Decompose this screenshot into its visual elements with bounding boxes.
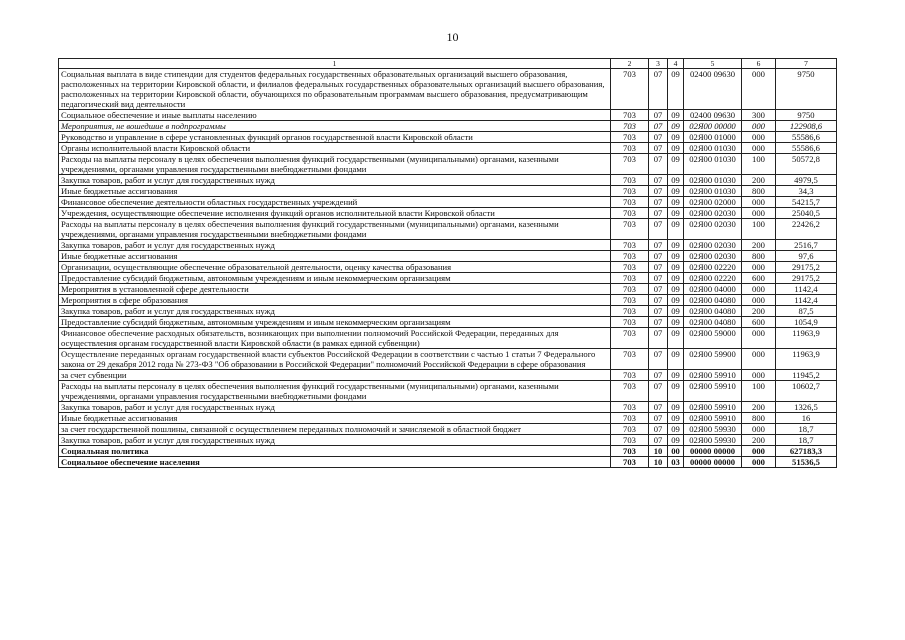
ministry-code: 703: [611, 69, 649, 110]
amount: 11963,9: [776, 349, 837, 370]
row-description: Мероприятия в установленной сфере деятельности: [59, 284, 611, 295]
subsection-code: 09: [668, 317, 684, 328]
subsection-code: 09: [668, 143, 684, 154]
amount: 29175,2: [776, 273, 837, 284]
header-cell: 2: [611, 59, 649, 69]
table-row: [59, 240, 837, 251]
section-code: 07: [649, 69, 668, 110]
expense-type-code: 800: [742, 186, 776, 197]
amount: 55586,6: [776, 132, 837, 143]
amount: 54215,7: [776, 197, 837, 208]
expense-type-code: 100: [742, 381, 776, 402]
table-row: [59, 132, 837, 143]
target-article-code: 02Я00 59910: [684, 413, 742, 424]
table-row: [59, 154, 837, 175]
expense-type-code: 000: [742, 132, 776, 143]
row-description: Финансовое обеспечение расходных обязательств, возникающих при выполнении полномочий Российской Федерации, переданных для осуществления органам государственной власти Кировской области (в рамках единой субвенции): [59, 328, 611, 349]
amount: 1142,4: [776, 284, 837, 295]
table-row: [59, 251, 837, 262]
row-description: Расходы на выплаты персоналу в целях обеспечения выполнения функций государственными (муниципальными) органами, казенными учреждениями, органами управления государственными внебюджетными фондами: [59, 219, 611, 240]
target-article-code: 02Я00 59900: [684, 349, 742, 370]
amount: 2516,7: [776, 240, 837, 251]
subsection-code: 09: [668, 370, 684, 381]
expense-type-code: 000: [742, 295, 776, 306]
table-row: [59, 208, 837, 219]
row-description: Руководство и управление в сфере установленных функций органов государственной власти Кировской области: [59, 132, 611, 143]
expense-type-code: 000: [742, 197, 776, 208]
section-code: 10: [649, 457, 668, 468]
target-article-code: 02400 09630: [684, 69, 742, 110]
ministry-code: 703: [611, 457, 649, 468]
target-article-code: 02Я00 02030: [684, 219, 742, 240]
target-article-code: 02Я00 59910: [684, 370, 742, 381]
row-description: Социальное обеспечение населения: [59, 457, 611, 468]
row-description: Учреждения, осуществляющие обеспечение исполнения функций органов исполнительной власти Кировской области: [59, 208, 611, 219]
ministry-code: 703: [611, 240, 649, 251]
row-description: Организации, осуществляющие обеспечение образовательной деятельности, оценку качества образования: [59, 262, 611, 273]
target-article-code: 02Я00 59930: [684, 424, 742, 435]
target-article-code: 02Я00 04080: [684, 306, 742, 317]
table-row: [59, 197, 837, 208]
table-row: [59, 110, 837, 121]
row-description: Социальная политика: [59, 446, 611, 457]
table-row: [59, 143, 837, 154]
amount: 25040,5: [776, 208, 837, 219]
ministry-code: 703: [611, 381, 649, 402]
header-cell: 6: [742, 59, 776, 69]
ministry-code: 703: [611, 349, 649, 370]
ministry-code: 703: [611, 132, 649, 143]
expense-type-code: 000: [742, 370, 776, 381]
table-row: [59, 381, 837, 402]
ministry-code: 703: [611, 413, 649, 424]
table-row: [59, 295, 837, 306]
ministry-code: 703: [611, 219, 649, 240]
expense-type-code: 000: [742, 208, 776, 219]
expense-type-code: 000: [742, 457, 776, 468]
target-article-code: 02Я00 02030: [684, 208, 742, 219]
section-code: 07: [649, 349, 668, 370]
subsection-code: 09: [668, 349, 684, 370]
subsection-code: 09: [668, 186, 684, 197]
subsection-code: 09: [668, 197, 684, 208]
section-code: 07: [649, 328, 668, 349]
subsection-code: 09: [668, 284, 684, 295]
amount: 9750: [776, 110, 837, 121]
expense-type-code: 000: [742, 284, 776, 295]
subsection-code: 09: [668, 424, 684, 435]
target-article-code: 02Я00 01030: [684, 154, 742, 175]
expense-type-code: 000: [742, 446, 776, 457]
row-description: Осуществление переданных органам государственной власти субъектов Российской Федерации в соответствии с частью 1 статьи 7 Федерального закона от 29 декабря 2012 года № 273-ФЗ "Об образовании в Российской Федерации" полномочий Российской Федерации в сфере образования: [59, 349, 611, 370]
section-code: 07: [649, 251, 668, 262]
ministry-code: 703: [611, 435, 649, 446]
ministry-code: 703: [611, 154, 649, 175]
section-code: 07: [649, 317, 668, 328]
header-cell: 1: [59, 59, 611, 69]
ministry-code: 703: [611, 121, 649, 132]
expense-type-code: 000: [742, 69, 776, 110]
table-row: [59, 446, 837, 457]
ministry-code: 703: [611, 446, 649, 457]
section-code: 10: [649, 446, 668, 457]
amount: 11945,2: [776, 370, 837, 381]
amount: 51536,5: [776, 457, 837, 468]
section-code: 07: [649, 132, 668, 143]
table-row: [59, 175, 837, 186]
header-cell: 4: [668, 59, 684, 69]
table-row: [59, 121, 837, 132]
section-code: 07: [649, 435, 668, 446]
expense-type-code: 000: [742, 424, 776, 435]
target-article-code: 02Я00 59910: [684, 381, 742, 402]
table-row: [59, 306, 837, 317]
table-row: [59, 219, 837, 240]
ministry-code: 703: [611, 402, 649, 413]
subsection-code: 09: [668, 328, 684, 349]
row-description: Иные бюджетные ассигнования: [59, 413, 611, 424]
expense-type-code: 200: [742, 435, 776, 446]
section-code: 07: [649, 154, 668, 175]
table-row: [59, 435, 837, 446]
amount: 1142,4: [776, 295, 837, 306]
amount: 1326,5: [776, 402, 837, 413]
table-row: [59, 413, 837, 424]
subsection-code: 09: [668, 219, 684, 240]
header-cell: 5: [684, 59, 742, 69]
subsection-code: 09: [668, 110, 684, 121]
subsection-code: 09: [668, 69, 684, 110]
budget-table: [58, 58, 837, 468]
row-description: Мероприятия в сфере образования: [59, 295, 611, 306]
section-code: 07: [649, 295, 668, 306]
amount: 22426,2: [776, 219, 837, 240]
amount: 627183,3: [776, 446, 837, 457]
section-code: 07: [649, 197, 668, 208]
target-article-code: 02Я00 02030: [684, 240, 742, 251]
target-article-code: 02Я00 04000: [684, 284, 742, 295]
section-code: 07: [649, 381, 668, 402]
table-row: [59, 284, 837, 295]
subsection-code: 09: [668, 208, 684, 219]
expense-type-code: 000: [742, 349, 776, 370]
ministry-code: 703: [611, 306, 649, 317]
section-code: 07: [649, 402, 668, 413]
expense-type-code: 600: [742, 273, 776, 284]
amount: 29175,2: [776, 262, 837, 273]
row-description: Социальная выплата в виде стипендии для студентов федеральных государственных образовательных организаций высшего образования, расположенных на территории Кировской области, и филиалов федеральных государственных образовательных организаций высшего образования, расположенных на территории Кировской области, обучающихся по образовательным программам высшего образования, предусматривающим педагогический вид деятельности: [59, 69, 611, 110]
target-article-code: 02Я00 59000: [684, 328, 742, 349]
subsection-code: 09: [668, 154, 684, 175]
row-description: Закупка товаров, работ и услуг для государственных нужд: [59, 175, 611, 186]
subsection-code: 09: [668, 262, 684, 273]
ministry-code: 703: [611, 370, 649, 381]
section-code: 07: [649, 424, 668, 435]
ministry-code: 703: [611, 175, 649, 186]
table-row: [59, 262, 837, 273]
ministry-code: 703: [611, 317, 649, 328]
row-description: Социальное обеспечение и иные выплаты населению: [59, 110, 611, 121]
subsection-code: 09: [668, 121, 684, 132]
ministry-code: 703: [611, 251, 649, 262]
target-article-code: 02Я00 02000: [684, 197, 742, 208]
amount: 9750: [776, 69, 837, 110]
section-code: 07: [649, 219, 668, 240]
subsection-code: 09: [668, 295, 684, 306]
ministry-code: 703: [611, 328, 649, 349]
row-description: Иные бюджетные ассигнования: [59, 251, 611, 262]
amount: 11963,9: [776, 328, 837, 349]
section-code: 07: [649, 370, 668, 381]
amount: 55586,6: [776, 143, 837, 154]
subsection-code: 09: [668, 306, 684, 317]
row-description: Закупка товаров, работ и услуг для государственных нужд: [59, 435, 611, 446]
subsection-code: 09: [668, 273, 684, 284]
expense-type-code: 800: [742, 413, 776, 424]
ministry-code: 703: [611, 424, 649, 435]
table-row: [59, 457, 837, 468]
amount: 122908,6: [776, 121, 837, 132]
expense-type-code: 200: [742, 306, 776, 317]
ministry-code: 703: [611, 295, 649, 306]
ministry-code: 703: [611, 262, 649, 273]
amount: 18,7: [776, 424, 837, 435]
amount: 34,3: [776, 186, 837, 197]
table-row: [59, 349, 837, 370]
amount: 87,5: [776, 306, 837, 317]
target-article-code: 02Я00 04080: [684, 317, 742, 328]
row-description: за счет субвенции: [59, 370, 611, 381]
expense-type-code: 200: [742, 402, 776, 413]
table-row: [59, 424, 837, 435]
section-code: 07: [649, 284, 668, 295]
ministry-code: 703: [611, 197, 649, 208]
target-article-code: 02Я00 01000: [684, 132, 742, 143]
amount: 97,6: [776, 251, 837, 262]
table-row: [59, 328, 837, 349]
amount: 16: [776, 413, 837, 424]
expense-type-code: 200: [742, 240, 776, 251]
ministry-code: 703: [611, 186, 649, 197]
amount: 18,7: [776, 435, 837, 446]
row-description: Финансовое обеспечение деятельности областных государственных учреждений: [59, 197, 611, 208]
expense-type-code: 300: [742, 110, 776, 121]
row-description: Закупка товаров, работ и услуг для государственных нужд: [59, 306, 611, 317]
target-article-code: 02Я00 04080: [684, 295, 742, 306]
section-code: 07: [649, 273, 668, 284]
ministry-code: 703: [611, 284, 649, 295]
target-article-code: 02Я00 01030: [684, 175, 742, 186]
target-article-code: 02400 09630: [684, 110, 742, 121]
row-description: Мероприятия, не вошедшие в подпрограммы: [59, 121, 611, 132]
amount: 4979,5: [776, 175, 837, 186]
expense-type-code: 100: [742, 219, 776, 240]
header-cell: 3: [649, 59, 668, 69]
subsection-code: 09: [668, 175, 684, 186]
page-number: 10: [446, 30, 459, 44]
section-code: 07: [649, 240, 668, 251]
table-row: [59, 273, 837, 284]
row-description: за счет государственной пошлины, связанной с осуществлением переданных полномочий и зачисляемой в областной бюджет: [59, 424, 611, 435]
expense-type-code: 000: [742, 121, 776, 132]
expense-type-code: 800: [742, 251, 776, 262]
row-description: Расходы на выплаты персоналу в целях обеспечения выполнения функций государственными (муниципальными) органами, казенными учреждениями, органами управления государственными внебюджетными фондами: [59, 154, 611, 175]
subsection-code: 09: [668, 240, 684, 251]
target-article-code: 02Я00 01030: [684, 143, 742, 154]
section-code: 07: [649, 175, 668, 186]
amount: 50572,8: [776, 154, 837, 175]
amount: 1054,9: [776, 317, 837, 328]
target-article-code: 02Я00 59910: [684, 402, 742, 413]
section-code: 07: [649, 306, 668, 317]
expense-type-code: 000: [742, 143, 776, 154]
table-row: [59, 402, 837, 413]
ministry-code: 703: [611, 143, 649, 154]
target-article-code: 02Я00 02220: [684, 262, 742, 273]
row-description: Предоставление субсидий бюджетным, автономным учреждениям и иным некоммерческим организациям: [59, 317, 611, 328]
subsection-code: 09: [668, 381, 684, 402]
subsection-code: 00: [668, 446, 684, 457]
section-code: 07: [649, 121, 668, 132]
row-description: Закупка товаров, работ и услуг для государственных нужд: [59, 240, 611, 251]
subsection-code: 09: [668, 132, 684, 143]
section-code: 07: [649, 143, 668, 154]
section-code: 07: [649, 110, 668, 121]
section-code: 07: [649, 208, 668, 219]
target-article-code: 02Я00 02220: [684, 273, 742, 284]
expense-type-code: 100: [742, 154, 776, 175]
table-row: [59, 186, 837, 197]
row-description: Расходы на выплаты персоналу в целях обеспечения выполнения функций государственными (муниципальными) органами, казенными учреждениями, органами управления государственными внебюджетными фондами: [59, 381, 611, 402]
target-article-code: 02Я00 59930: [684, 435, 742, 446]
target-article-code: 00000 00000: [684, 446, 742, 457]
table-row: [59, 317, 837, 328]
section-code: 07: [649, 186, 668, 197]
target-article-code: 02Я00 00000: [684, 121, 742, 132]
ministry-code: 703: [611, 110, 649, 121]
expense-type-code: 200: [742, 175, 776, 186]
subsection-code: 09: [668, 402, 684, 413]
subsection-code: 09: [668, 435, 684, 446]
table-row: [59, 69, 837, 110]
table-header-row: [59, 59, 837, 69]
ministry-code: 703: [611, 273, 649, 284]
section-code: 07: [649, 413, 668, 424]
subsection-code: 03: [668, 457, 684, 468]
row-description: Предоставление субсидий бюджетным, автономным учреждениям и иным некоммерческим организациям: [59, 273, 611, 284]
header-cell: 7: [776, 59, 837, 69]
row-description: Иные бюджетные ассигнования: [59, 186, 611, 197]
target-article-code: 02Я00 02030: [684, 251, 742, 262]
table-row: [59, 370, 837, 381]
ministry-code: 703: [611, 208, 649, 219]
subsection-code: 09: [668, 251, 684, 262]
section-code: 07: [649, 262, 668, 273]
row-description: Органы исполнительной власти Кировской области: [59, 143, 611, 154]
expense-type-code: 000: [742, 328, 776, 349]
expense-type-code: 600: [742, 317, 776, 328]
target-article-code: 00000 00000: [684, 457, 742, 468]
amount: 10602,7: [776, 381, 837, 402]
expense-type-code: 000: [742, 262, 776, 273]
subsection-code: 09: [668, 413, 684, 424]
row-description: Закупка товаров, работ и услуг для государственных нужд: [59, 402, 611, 413]
target-article-code: 02Я00 01030: [684, 186, 742, 197]
